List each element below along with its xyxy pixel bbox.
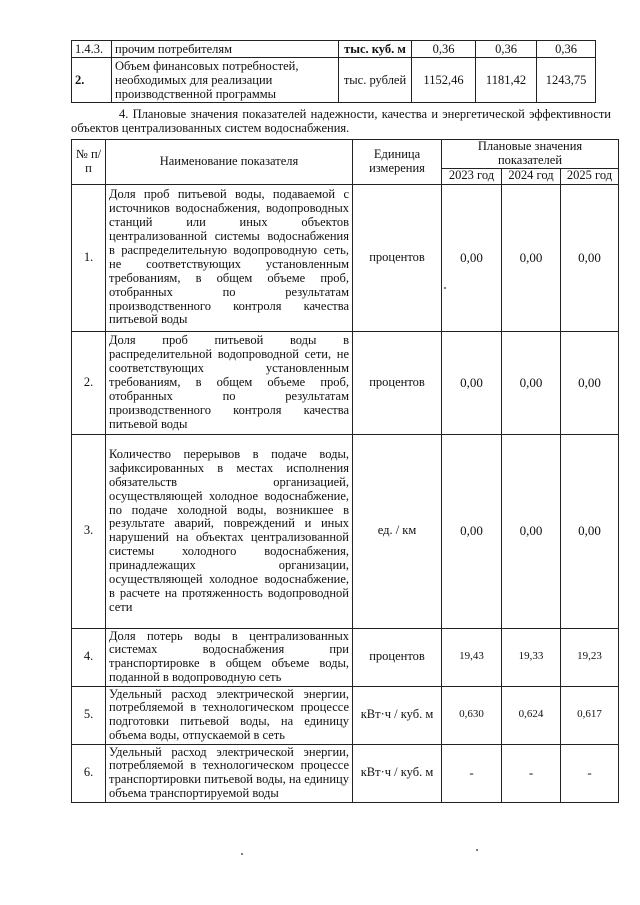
row-number: 1. (72, 184, 106, 331)
scan-speck (241, 853, 243, 855)
unit-cell: тыс. куб. м (339, 41, 412, 58)
value-2025: - (561, 744, 619, 802)
value-2024: 0,00 (502, 331, 561, 434)
table-row (72, 41, 596, 58)
row-number: 2. (72, 331, 106, 434)
value-2024: 1181,42 (476, 58, 537, 103)
header-year-2024: 2024 год (502, 168, 561, 184)
indicator-name: Объем финансовых потребностей, необходимых для реализации производственной программы (112, 58, 339, 103)
table-row (72, 331, 619, 434)
indicator-name: Удельный расход электрической энергии, потребляемой в технологическом процессе подготовки питьевой воды, на единицу объема воды, отпускаемой в сеть (106, 686, 353, 744)
header-year-2025: 2025 год (561, 168, 619, 184)
indicator-name: Доля проб питьевой воды, подаваемой с источников водоснабжения, водопроводных станций или иных объектов централизованной системы водоснабжения в распределительную водопроводную сеть, не соответствующих установленным требованиям, в общем объеме проб, отобранных по результатам производственного контроля качества питьевой воды (106, 184, 353, 331)
row-number: 4. (72, 628, 106, 686)
value-2024: - (502, 744, 561, 802)
production-program-table (71, 40, 596, 103)
value-2023: - (442, 744, 502, 802)
indicator-name: прочим потребителям (112, 41, 339, 58)
value-2024: 0,624 (502, 686, 561, 744)
unit-cell: процентов (353, 184, 442, 331)
row-number: 1.4.3. (72, 41, 112, 58)
value-2023: 19,43 (442, 628, 502, 686)
row-number: 2. (72, 58, 112, 103)
row-number: 5. (72, 686, 106, 744)
unit-cell: ед. / км (353, 434, 442, 628)
value-2024: 19,33 (502, 628, 561, 686)
value-2023: 0,00 (442, 184, 502, 331)
unit-cell: процентов (353, 331, 442, 434)
table-row (72, 58, 596, 103)
value-2025: 0,00 (561, 184, 619, 331)
value-2025: 1243,75 (537, 58, 596, 103)
indicator-name: Доля потерь воды в централизованных системах водоснабжения при транспортировке в общем объеме воды, поданной в водопроводную сеть (106, 628, 353, 686)
value-2025: 0,617 (561, 686, 619, 744)
header-number: № п/п (72, 140, 106, 185)
header-year-2023: 2023 год (442, 168, 502, 184)
value-2025: 0,00 (561, 434, 619, 628)
header-row (72, 140, 619, 169)
row-number: 6. (72, 744, 106, 802)
value-2024: 0,36 (476, 41, 537, 58)
unit-cell: кВт·ч / куб. м (353, 744, 442, 802)
value-2025: 0,36 (537, 41, 596, 58)
value-2023: 1152,46 (412, 58, 476, 103)
indicator-name: Количество перерывов в подаче воды, зафиксированных в местах исполнения обязательств организацией, осуществляющей холодное водоснабжение, по подаче холодной воды, возникшее в результате аварий, повреждений и иных нарушений на объектах централизованной системы холодного водоснабжения, принадлежащих организации, осуществляющей холодное водоснабжение, в расчете на протяженность водопроводной сети (106, 434, 353, 628)
row-number: 3. (72, 434, 106, 628)
value-2025: 0,00 (561, 331, 619, 434)
unit-cell: процентов (353, 628, 442, 686)
indicator-name: Удельный расход электрической энергии, потребляемой в технологическом процессе транспортировки питьевой воды, на единицу объема транспортируемой воды (106, 744, 353, 802)
table-row (72, 434, 619, 628)
value-2024: 0,00 (502, 184, 561, 331)
scan-speck (476, 849, 478, 851)
value-2025: 19,23 (561, 628, 619, 686)
value-2023: 0,00 (442, 434, 502, 628)
indicators-table (71, 139, 619, 803)
value-2024: 0,00 (502, 434, 561, 628)
section-title: 4. Плановые значения показателей надежности, качества и энергетической эффективности объектов централизованных систем водоснабжения. (71, 107, 611, 135)
header-name: Наименование показателя (106, 140, 353, 185)
unit-cell: тыс. рублей (339, 58, 412, 103)
value-2023: 0,630 (442, 686, 502, 744)
indicator-name: Доля проб питьевой воды в распределительной водопроводной сети, не соответствующих установленным требованиям, в общем объеме проб, отобранных по результатам производственного контроля качества питьевой воды (106, 331, 353, 434)
table-row (72, 686, 619, 744)
header-unit: Единица измерения (353, 140, 442, 185)
table-row (72, 184, 619, 331)
value-2023: 0,00 (442, 331, 502, 434)
table-row (72, 744, 619, 802)
value-2023: 0,36 (412, 41, 476, 58)
header-planned-values: Плановые значения показателей (442, 140, 619, 169)
unit-cell: кВт·ч / куб. м (353, 686, 442, 744)
table-row (72, 628, 619, 686)
scan-speck (444, 287, 446, 289)
